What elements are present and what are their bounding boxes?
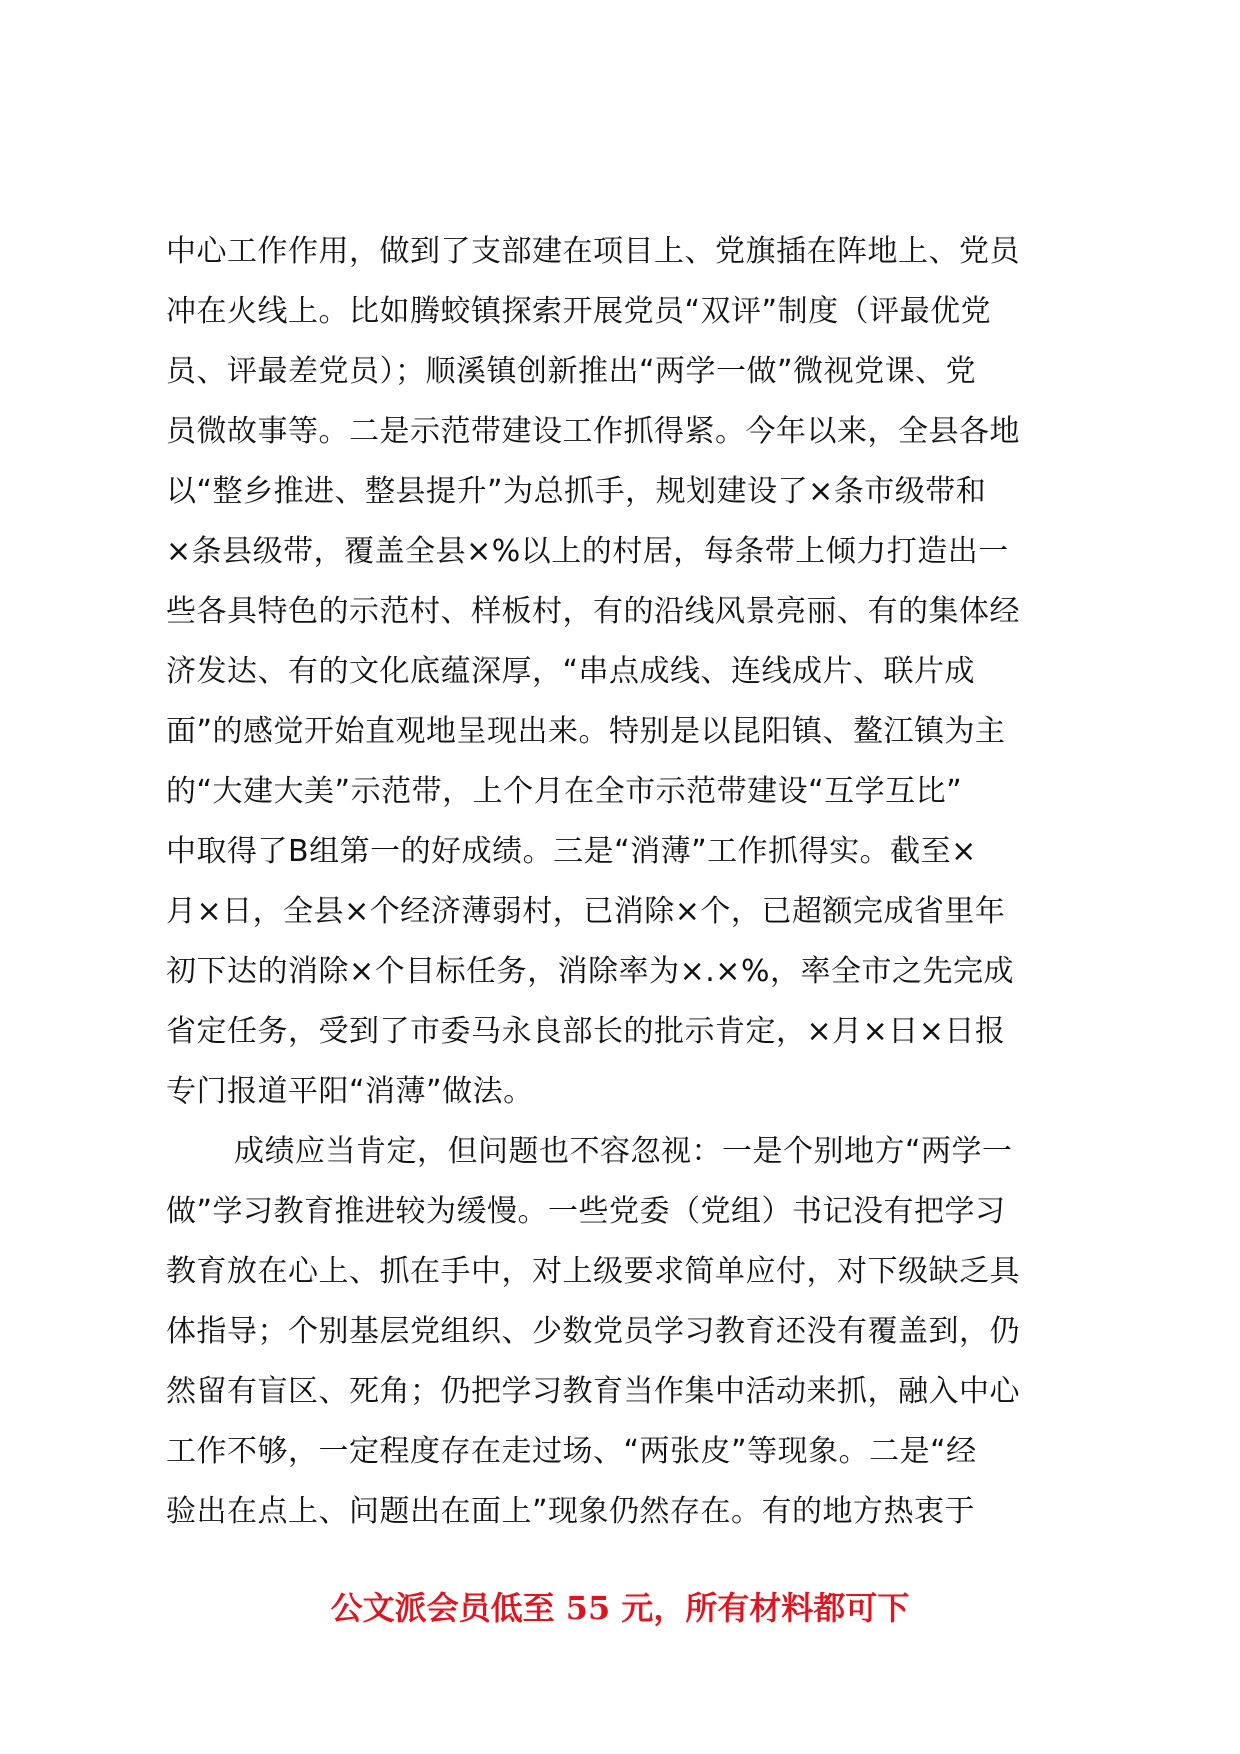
text-line: 验出在点上、问题出在面上”现象仍然存在。有的地方热衷于 [166,1494,976,1529]
text-line: ×条县级带，覆盖全县×%以上的村居，每条带上倾力打造出一 [166,534,1009,569]
text-line: 员、评最差党员）；顺溪镇创新推出“两学一做”微视党课、党 [166,354,977,389]
text-line: 中心工作作用，做到了支部建在项目上、党旗插在阵地上、党员 [166,234,1020,269]
text-line: 些各具特色的示范村、样板村，有的沿线风景亮丽、有的集体经 [166,594,1020,629]
text-line: 工作不够，一定程度存在走过场、“两张皮”等现象。二是“经 [166,1434,977,1469]
footer-advertisement: 公文派会员低至 55 元，所有材料都可下 [330,1589,910,1627]
text-line: 冲在火线上。比如腾蛟镇探索开展党员“双评”制度（评最优党 [166,294,992,329]
paragraph-start-line: 成绩应当肯定，但问题也不容忽视：一是个别地方“两学一 [234,1134,1013,1169]
text-line: 以“整乡推进、整县提升”为总抓手，规划建设了×条市级带和 [166,474,987,509]
text-line: 面”的感觉开始直观地呈现出来。特别是以昆阳镇、鳌江镇为主 [166,714,1006,749]
text-line: 初下达的消除×个目标任务，消除率为×.×%，率全市之先完成 [166,954,1014,989]
text-line: 然留有盲区、死角；仍把学习教育当作集中活动来抓，融入中心 [166,1374,1020,1409]
document-body [166,222,1112,1542]
text-line: 省定任务，受到了市委马永良部长的批示肯定，×月×日×日报 [166,1014,1006,1049]
text-line: 员微故事等。二是示范带建设工作抓得紧。今年以来，全县各地 [166,414,1020,449]
text-line: 体指导；个别基层党组织、少数党员学习教育还没有覆盖到，仍 [166,1314,1020,1349]
text-line: 月×日，全县×个经济薄弱村，已消除×个，已超额完成省里年 [166,894,1006,929]
text-line: 中取得了B组第一的好成绩。三是“消薄”工作抓得实。截至× [166,834,977,869]
text-line: 做”学习教育推进较为缓慢。一些党委（党组）书记没有把学习 [166,1194,1006,1229]
text-line: 的“大建大美”示范带，上个月在全市示范带建设“互学互比” [166,774,963,809]
text-line: 济发达、有的文化底蕴深厚，“串点成线、连线成片、联片成 [166,654,976,689]
text-line: 教育放在心上、抓在手中，对上级要求简单应付，对下级缺乏具 [166,1254,1020,1289]
text-line: 专门报道平阳“消薄”做法。 [166,1074,534,1109]
